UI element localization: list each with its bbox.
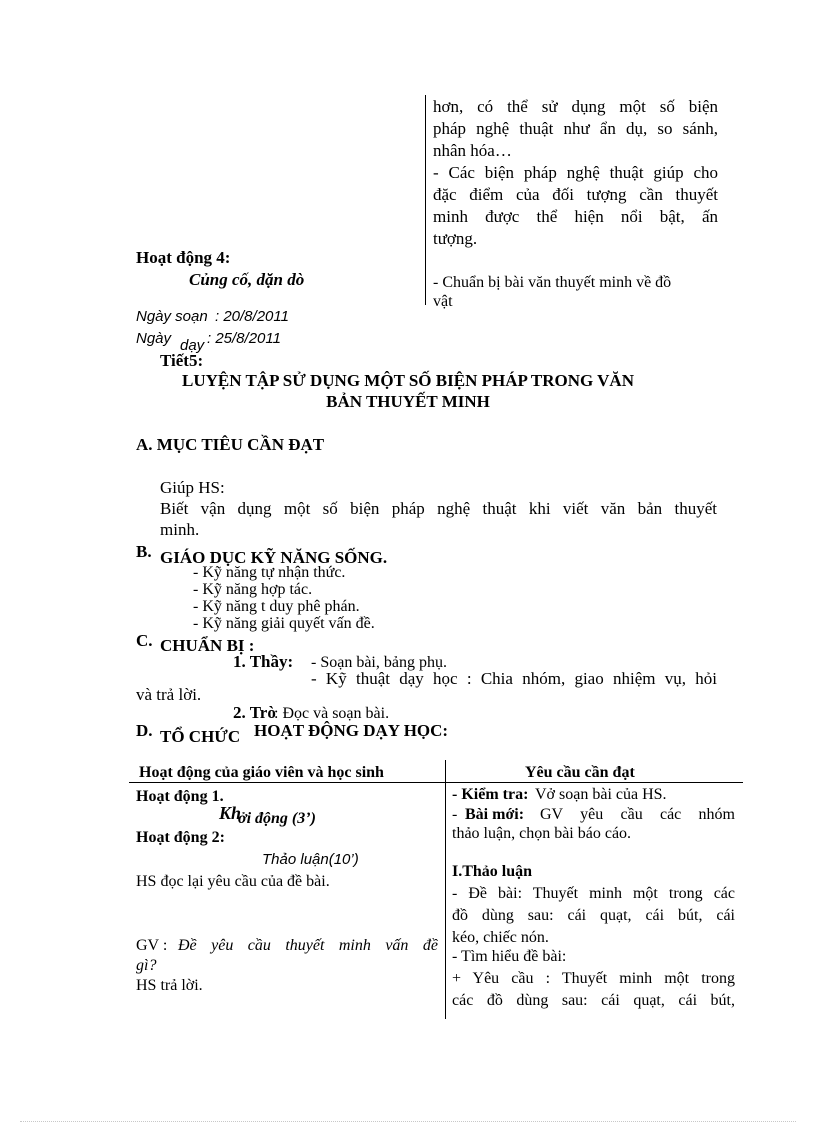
top-right-line-2: pháp nghệ thuật như ẩn dụ, so sánh, xyxy=(433,119,718,138)
section-d-heading-part-1: TỔ CHỨC xyxy=(160,727,241,746)
lesson-period: Tiết5: xyxy=(160,351,204,370)
activity2-sub: Thảo luận(10’) xyxy=(262,851,359,868)
top-right-line-5: đặc điểm của đối tượng cần thuyết xyxy=(433,185,718,204)
skill-item: - Kỹ năng giải quyết vấn đề. xyxy=(193,615,375,632)
top-right-line-1: hơn, có thể sử dụng một số biện xyxy=(433,97,718,116)
discussion-heading: I.Thảo luận xyxy=(452,863,533,880)
activity1-sub-b: ởi động (3’) xyxy=(238,810,316,827)
activity4-heading: Hoạt động 4: xyxy=(136,248,231,267)
gv-question-line-1: Đề yêu cầu thuyết minh vấn đề xyxy=(178,937,438,954)
new-lesson-line-2: thảo luận, chọn bài báo cáo. xyxy=(452,825,632,842)
teach-date-label: Ngày xyxy=(136,330,172,347)
top-right-line-7: tượng. xyxy=(433,229,478,248)
section-c-heading: CHUẨN BỊ : xyxy=(160,636,255,655)
teacher-text: - Soạn bài, bảng phụ. xyxy=(311,654,447,671)
prep-date-value: : 20/8/2011 xyxy=(215,308,289,325)
teacher-label: 1. Thầy: xyxy=(233,652,294,671)
top-right-line-3: nhân hóa… xyxy=(433,141,512,160)
new-lesson-line-1: GV yêu cầu các nhóm xyxy=(540,806,735,823)
student-text: : Đọc và soạn bài. xyxy=(274,705,390,722)
skill-item: - Kỹ năng hợp tác. xyxy=(193,581,313,598)
table-col1-header: Hoạt động của giáo viên và học sinh xyxy=(139,764,384,781)
section-b-letter: B. xyxy=(136,542,152,561)
table-col2-header: Yêu cầu cần đạt xyxy=(525,764,635,781)
technique-line-2: và trả lời. xyxy=(136,685,202,704)
activity1-heading: Hoạt động 1. xyxy=(136,788,224,805)
lesson-title-line-1: LUYỆN TẬP SỬ DỤNG MỘT SỐ BIỆN PHÁP TRONG VĂN xyxy=(182,371,634,390)
check-label: - Kiểm tra: xyxy=(452,786,529,803)
section-a-help: Giúp HS: xyxy=(160,478,225,497)
gv-question-line-2: gì? xyxy=(136,957,157,974)
top-right-line-8: - Chuẩn bị bài văn thuyết minh về đồ xyxy=(433,274,672,291)
hs-answer-line: HS trả lời. xyxy=(136,977,203,994)
top-right-line-6: minh được thể hiện nổi bật, ấn xyxy=(433,207,718,226)
new-lesson-dash: - xyxy=(452,806,458,823)
activity4-subheading: Củng cố, dặn dò xyxy=(189,270,305,289)
check-text: Vở soạn bài của HS. xyxy=(535,786,667,803)
topic-line-1: - Đề bài: Thuyết minh một trong các xyxy=(452,885,735,902)
skill-item: - Kỹ năng t duy phê phán. xyxy=(193,598,360,615)
teach-date-value: : 25/8/2011 xyxy=(207,330,281,347)
technique-line-1: - Kỹ thuật dạy học : Chia nhóm, giao nhiệm vụ, hỏi xyxy=(311,669,717,688)
analyze-line: - Tìm hiểu đề bài: xyxy=(452,948,567,965)
topic-line-2: đồ dùng sau: cái quạt, cái bút, cái xyxy=(452,907,735,924)
activity2-heading: Hoạt động 2: xyxy=(136,829,225,846)
topic-line-3: kéo, chiếc nón. xyxy=(452,929,549,946)
section-a-goal-line-1: Biết vận dụng một số biện pháp nghệ thuật khi viết văn bản thuyết xyxy=(160,499,717,518)
section-d-letter: D. xyxy=(136,721,153,740)
top-column-divider xyxy=(425,95,426,305)
activity1-sub-a: Kh xyxy=(219,803,242,823)
new-lesson-label: Bài mới: xyxy=(465,806,525,823)
page-bottom-border xyxy=(20,1121,796,1122)
prep-date-label: Ngày soạn xyxy=(136,308,208,325)
section-d-heading-part-2: HOẠT ĐỘNG DẠY HỌC: xyxy=(254,721,449,740)
top-right-line-4: - Các biện pháp nghệ thuật giúp cho xyxy=(433,163,718,182)
student-label: 2. Trò xyxy=(233,703,276,722)
requirement-line-2: các đồ dùng sau: cái quạt, cái bút, xyxy=(452,992,735,1009)
teach-date-label-day: dạy xyxy=(180,337,205,354)
section-a-heading: A. MỤC TIÊU CẦN ĐẠT xyxy=(136,435,325,454)
requirement-line-1: + Yêu cầu : Thuyết minh một trong xyxy=(452,970,735,987)
top-right-line-9: vật xyxy=(433,293,453,310)
section-b-heading: GIÁO DỤC KỸ NĂNG SỐNG. xyxy=(160,548,388,567)
lesson-title-line-2: BẢN THUYẾT MINH xyxy=(326,392,490,411)
skill-item: - Kỹ năng tự nhận thức. xyxy=(193,564,346,581)
section-c-letter: C. xyxy=(136,631,153,650)
hs-read-line: HS đọc lại yêu cầu của đề bài. xyxy=(136,873,330,890)
gv-label: GV : xyxy=(136,937,168,954)
section-a-goal-line-2: minh. xyxy=(160,520,200,539)
table-column-divider xyxy=(445,760,446,1019)
